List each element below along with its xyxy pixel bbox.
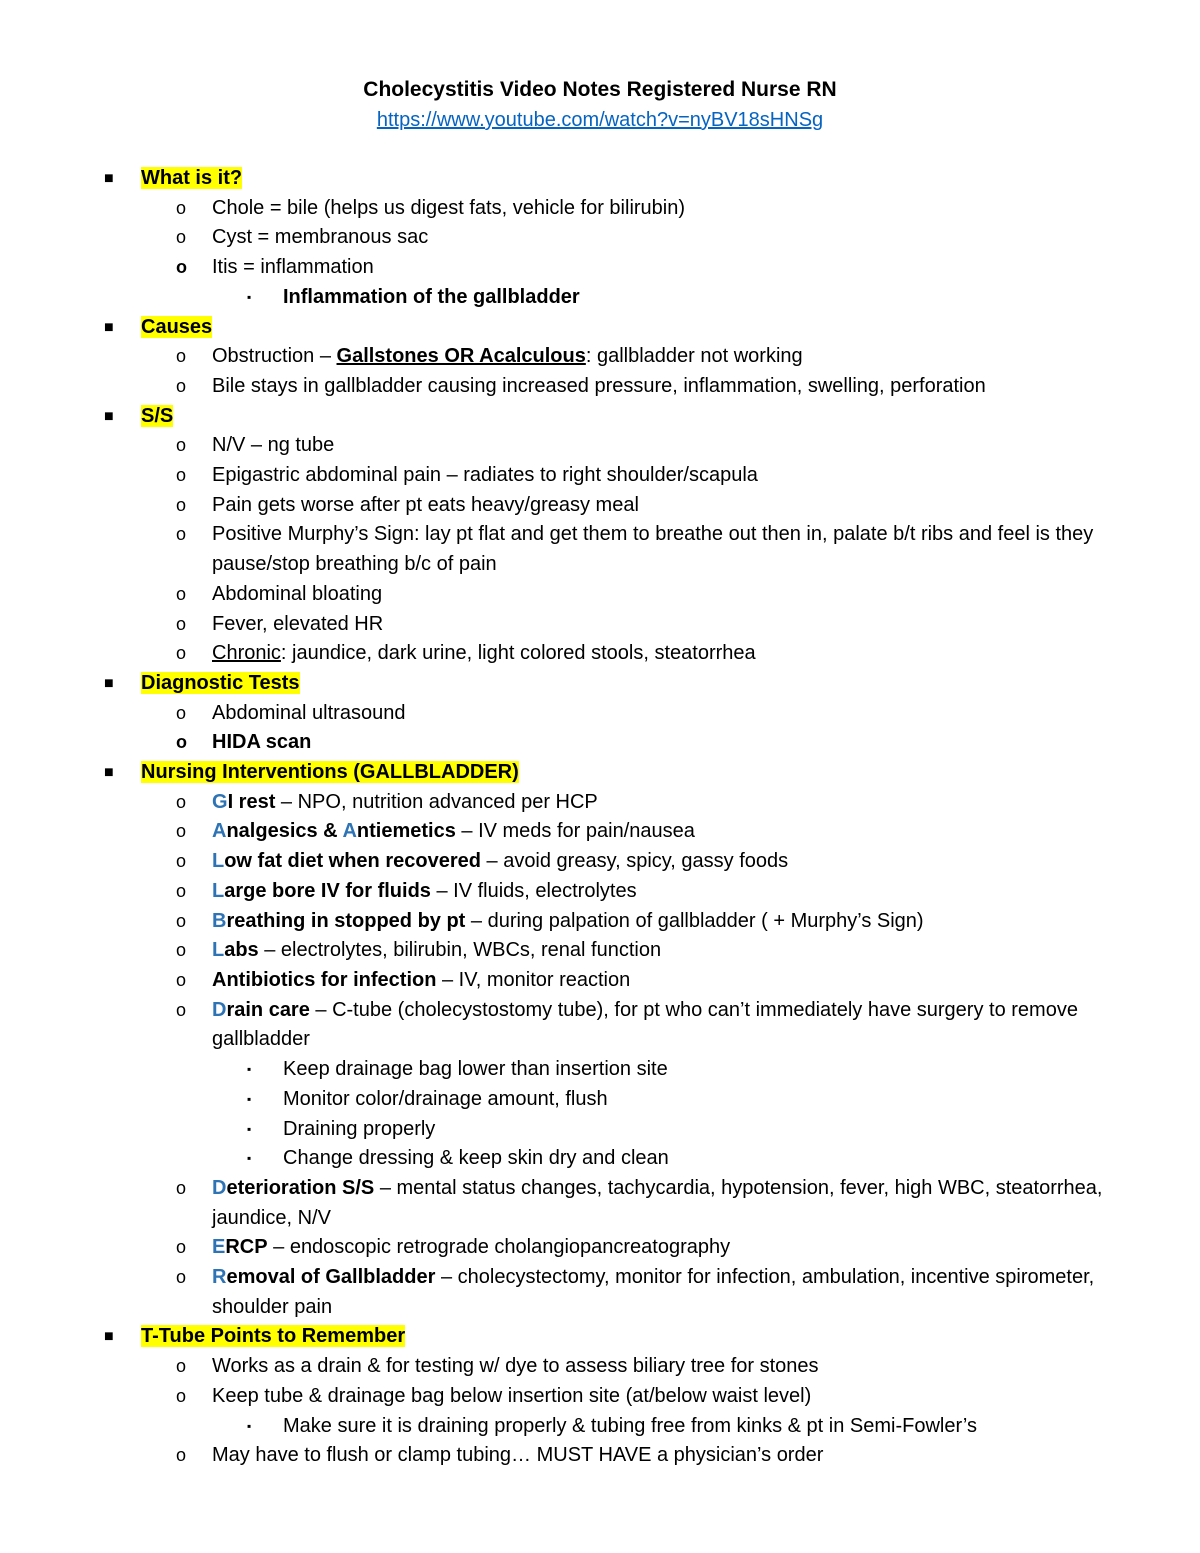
bullet-circle: o	[176, 465, 187, 486]
bullet-circle: o	[176, 1267, 187, 1288]
bullet-circle: o	[176, 999, 187, 1020]
heading-nursing-interventions: ■ Nursing Interventions (GALLBLADDER)	[0, 758, 1200, 788]
bullet-small-square: ▪	[247, 1151, 252, 1166]
bullet-square: ■	[104, 1328, 114, 1346]
list-item: o Cyst = membranous sac	[0, 223, 1200, 253]
list-item: o May have to flush or clamp tubing… MUST HAVE a physician’s order	[0, 1441, 1200, 1471]
list-item: o Labs – electrolytes, bilirubin, WBCs, renal function	[0, 936, 1200, 966]
bullet-small-square: ▪	[247, 289, 252, 304]
list-item: o Chole = bile (helps us digest fats, vehicle for bilirubin)	[0, 194, 1200, 224]
bullet-circle: o	[176, 1385, 187, 1406]
bullet-circle: o	[176, 910, 187, 931]
video-link-line	[0, 107, 1200, 133]
sub-list-item: ▪ Make sure it is draining properly & tubing free from kinks & pt in Semi-Fowler’s	[0, 1412, 1200, 1442]
sub-list-item: ▪ Monitor color/drainage amount, flush	[0, 1085, 1200, 1115]
list-item: o GI rest – NPO, nutrition advanced per HCP	[0, 788, 1200, 818]
bullet-square: ■	[104, 318, 114, 336]
doc-title: Cholecystitis Video Notes Registered Nurse RN	[363, 78, 837, 101]
sub-list-item: ▪ Change dressing & keep skin dry and clean	[0, 1144, 1200, 1174]
bullet-circle: o	[176, 435, 187, 456]
list-item: o Fever, elevated HR	[0, 610, 1200, 640]
bullet-circle: o	[176, 702, 187, 723]
list-item: o ERCP – endoscopic retrograde cholangiopancreatography	[0, 1233, 1200, 1263]
bullet-circle: o	[176, 583, 187, 604]
bullet-circle: o	[176, 1237, 187, 1258]
bullet-circle: o	[176, 197, 187, 218]
list-item: o Breathing in stopped by pt – during palpation of gallbladder ( + Murphy’s Sign)	[0, 907, 1200, 937]
bullet-circle: o	[176, 524, 187, 545]
bullet-square: ■	[104, 170, 114, 187]
bullet-circle: o	[176, 375, 187, 396]
bullet-circle: o	[176, 643, 187, 664]
bullet-circle: o	[176, 346, 187, 367]
bullet-circle: o	[176, 1177, 187, 1198]
sub-list-item: ▪ Draining properly	[0, 1115, 1200, 1145]
bullet-circle: o	[176, 821, 187, 842]
bullet-circle: o	[176, 227, 187, 248]
list-item: o Positive Murphy’s Sign: lay pt flat and get them to breathe out then in, palate b/t ribs and feel is they pause/stop breathing b/c of pain	[0, 520, 1200, 579]
list-item: o Large bore IV for fluids – IV fluids, electrolytes	[0, 877, 1200, 907]
bullet-small-square: ▪	[247, 1062, 252, 1077]
heading-signs-symptoms: ■ S/S	[0, 402, 1200, 432]
bullet-circle: o	[176, 851, 187, 872]
sub-list-item: ▪ Inflammation of the gallbladder	[0, 283, 1200, 313]
bullet-square: ■	[104, 674, 114, 692]
heading-t-tube: ■ T-Tube Points to Remember	[0, 1322, 1200, 1352]
bullet-circle: o	[176, 613, 187, 634]
list-item: o Bile stays in gallbladder causing increased pressure, inflammation, swelling, perforation	[0, 372, 1200, 402]
list-item: o Abdominal ultrasound	[0, 699, 1200, 729]
list-item: o Removal of Gallbladder – cholecystectomy, monitor for infection, ambulation, incentive spirometer, shoulder pain	[0, 1263, 1200, 1322]
list-item: o Pain gets worse after pt eats heavy/greasy meal	[0, 491, 1200, 521]
list-item: o Deterioration S/S – mental status changes, tachycardia, hypotension, fever, high WBC, steatorrhea, jaundice, N/V	[0, 1174, 1200, 1233]
list-item: o Low fat diet when recovered – avoid greasy, spicy, gassy foods	[0, 847, 1200, 877]
list-item: o Itis = inflammation	[0, 253, 1200, 283]
list-item: o Keep tube & drainage bag below insertion site (at/below waist level)	[0, 1382, 1200, 1412]
bullet-small-square: ▪	[247, 1091, 252, 1106]
bullet-circle: o	[176, 880, 187, 901]
bullet-square: ■	[104, 764, 114, 782]
bullet-circle: o	[176, 940, 187, 961]
sub-list-item: ▪ Keep drainage bag lower than insertion site	[0, 1055, 1200, 1085]
heading-what-is-it: ■ What is it?	[0, 164, 1200, 194]
list-item: o Abdominal bloating	[0, 580, 1200, 610]
list-item: o Antibiotics for infection – IV, monitor reaction	[0, 966, 1200, 996]
heading-causes: ■ Causes	[0, 313, 1200, 343]
list-item: o N/V – ng tube	[0, 431, 1200, 461]
bullet-circle: o	[176, 791, 187, 812]
bullet-circle: o	[176, 1445, 187, 1466]
bullet-circle: o	[176, 1356, 187, 1377]
bullet-circle: o	[176, 969, 187, 990]
list-item: o Works as a drain & for testing w/ dye to assess biliary tree for stones	[0, 1352, 1200, 1382]
bullet-square: ■	[104, 407, 114, 425]
list-item: o Analgesics & Antiemetics – IV meds for pain/nausea	[0, 817, 1200, 847]
heading-diagnostic-tests: ■ Diagnostic Tests	[0, 669, 1200, 699]
list-item: o Epigastric abdominal pain – radiates to right shoulder/scapula	[0, 461, 1200, 491]
list-item: o Drain care – C-tube (cholecystostomy tube), for pt who can’t immediately have surgery to remove gallbladder	[0, 996, 1200, 1055]
bullet-circle: o	[176, 732, 187, 753]
list-item: o Chronic: jaundice, dark urine, light colored stools, steatorrhea	[0, 639, 1200, 669]
video-link[interactable]: https://www.youtube.com/watch?v=nyBV18sHNSg	[376, 109, 824, 131]
bullet-small-square: ▪	[247, 1121, 252, 1136]
list-item: o HIDA scan	[0, 728, 1200, 758]
list-item: o Obstruction – Gallstones OR Acalculous: gallbladder not working	[0, 342, 1200, 372]
bullet-circle: o	[176, 257, 187, 278]
bullet-small-square: ▪	[247, 1418, 252, 1433]
bullet-circle: o	[176, 494, 187, 515]
notes-list	[0, 164, 1200, 1471]
